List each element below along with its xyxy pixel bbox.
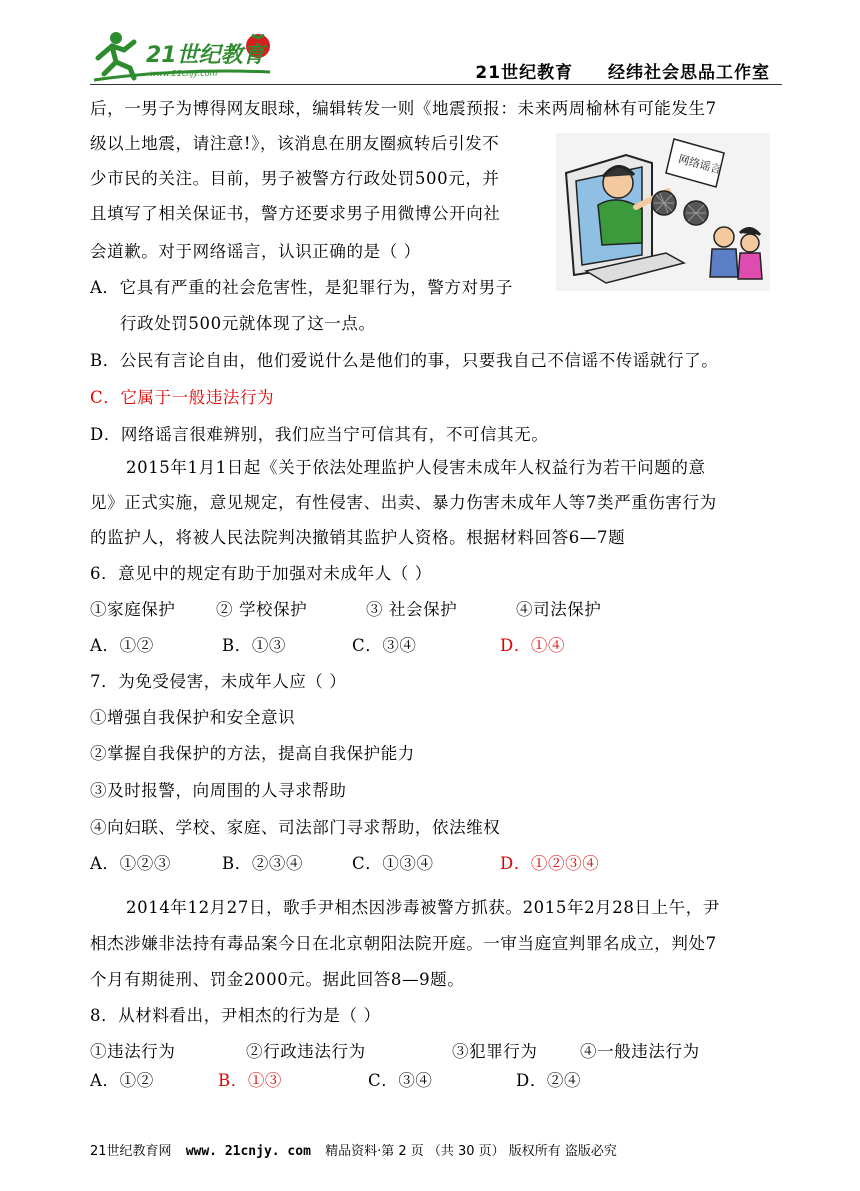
footer-url-link[interactable]: www. 21cnjy. com: [185, 1144, 311, 1159]
q8-item-4: ④一般违法行为: [580, 1042, 700, 1061]
q7-option-a: A．①②③: [90, 854, 171, 873]
q6-item-2: ② 学校保护: [216, 600, 308, 619]
q8-item-3: ③犯罪行为: [452, 1042, 538, 1061]
q7-item-3: ③及时报警，向周围的人寻求帮助: [90, 781, 347, 800]
header-org: 21世纪教育: [475, 63, 574, 83]
q5-line-4: 且填写了相关保证书，警方还要求男子用微博公开向社: [90, 204, 501, 223]
page-footer: [90, 1140, 617, 1159]
q5-line-3: 少市民的关注。目前，男子被警方行政处罚500元，并: [90, 169, 500, 188]
q8-item-1: ①违法行为: [90, 1042, 176, 1061]
material2-line-2: 相杰涉嫌非法持有毒品案今日在北京朝阳法院开庭。一审当庭宣判罪名成立，判处7: [90, 934, 717, 953]
q6-option-c: C．③④: [352, 636, 417, 655]
q5-option-c-answer: C．它属于一般违法行为: [90, 388, 275, 407]
material2-line-1: 2014年12月27日，歌手尹相杰因涉毒被警方抓获。2015年2月28日上午，尹: [126, 898, 720, 917]
q8-items: [90, 1041, 700, 1063]
q6-item-1: ①家庭保护: [90, 600, 176, 619]
q8-option-a: A．①②: [90, 1071, 154, 1090]
q5-option-d: D．网络谣言很难辨别，我们应当宁可信其有，不可信其无。: [90, 425, 549, 444]
q6-item-4: ④司法保护: [516, 600, 602, 619]
q8-stem: 8．从材料看出，尹相杰的行为是（ ）: [90, 1006, 381, 1025]
q6-option-a: A．①②: [90, 636, 154, 655]
q7-item-4: ④向妇联、学校、家庭、司法部门寻求帮助，依法维权: [90, 818, 501, 837]
q6-items: [90, 599, 602, 621]
q5-line-1: 后，一男子为博得网友眼球，编辑转发一则《地震预报：未来两周榆林有可能发生7: [90, 99, 717, 118]
q7-option-b: B．②③④: [222, 854, 304, 873]
q6-option-b: B．①③: [222, 636, 287, 655]
material2-line-3: 个月有期徒刑、罚金2000元。据此回答8—9题。: [90, 970, 465, 989]
q5-option-b: B．公民有言论自由，他们爱说什么是他们的事，只要我自己不信谣不传谣就行了。: [90, 351, 719, 370]
page-header: [90, 28, 780, 84]
q6-item-3: ③ 社会保护: [366, 600, 458, 619]
q6-option-d-answer: D．①④: [500, 636, 566, 655]
q7-option-c: C．①③④: [352, 854, 434, 873]
q8-options: [90, 1070, 582, 1092]
q8-item-2: ②行政违法行为: [246, 1042, 366, 1061]
q8-option-b-answer: B．①③: [218, 1071, 283, 1090]
q7-item-2: ②掌握自我保护的方法，提高自我保护能力: [90, 744, 415, 763]
q7-option-d-answer: D．①②③④: [500, 854, 600, 873]
q8-option-c: C．③④: [368, 1071, 433, 1090]
svg-text:www.21cnjy.com: www.21cnjy.com: [150, 69, 218, 78]
footer-site: 21世纪教育网: [90, 1144, 172, 1159]
q7-stem: 7．为免受侵害，未成年人应（ ）: [90, 672, 347, 691]
header-studio: 经纬社会思品工作室: [608, 63, 770, 83]
footer-page-info: 精品资料·第 2 页 （共 30 页） 版权所有 盗版必究: [325, 1144, 617, 1159]
svg-text:网络谣言: 网络谣言: [676, 152, 723, 177]
material1-line-1: 2015年1月1日起《关于依法处理监护人侵害未成年人权益行为若干问题的意: [126, 458, 706, 477]
q8-option-d: D．②④: [516, 1071, 582, 1090]
svg-text:21世纪教育: 21世纪教育: [146, 43, 265, 68]
q6-options: [90, 635, 566, 657]
q5-line-2: 级以上地震，请注意!》，该消息在朋友圈疯转后引发不: [90, 134, 500, 153]
q7-options: [90, 853, 600, 875]
header-title: [447, 58, 770, 83]
q5-line-5: 会道歉。对于网络谣言，认识正确的是（ ）: [90, 242, 421, 261]
q5-option-a-line-1: A．它具有严重的社会危害性，是犯罪行为，警方对男子: [90, 278, 513, 297]
material1-line-2: 见》正式实施，意见规定，有性侵害、出卖、暴力伤害未成年人等7类严重伤害行为: [90, 493, 717, 512]
material1-line-3: 的监护人，将被人民法院判决撤销其监护人资格。根据材料回答6—7题: [90, 528, 626, 547]
cartoon-online-rumor-image: [556, 133, 770, 291]
logo-21cnjy: [90, 28, 290, 84]
q6-stem: 6．意见中的规定有助于加强对未成年人（ ）: [90, 564, 432, 583]
header-divider: [90, 84, 782, 85]
q7-item-1: ①增强自我保护和安全意识: [90, 708, 296, 727]
q5-option-a-line-2: 行政处罚500元就体现了这一点。: [120, 314, 376, 333]
